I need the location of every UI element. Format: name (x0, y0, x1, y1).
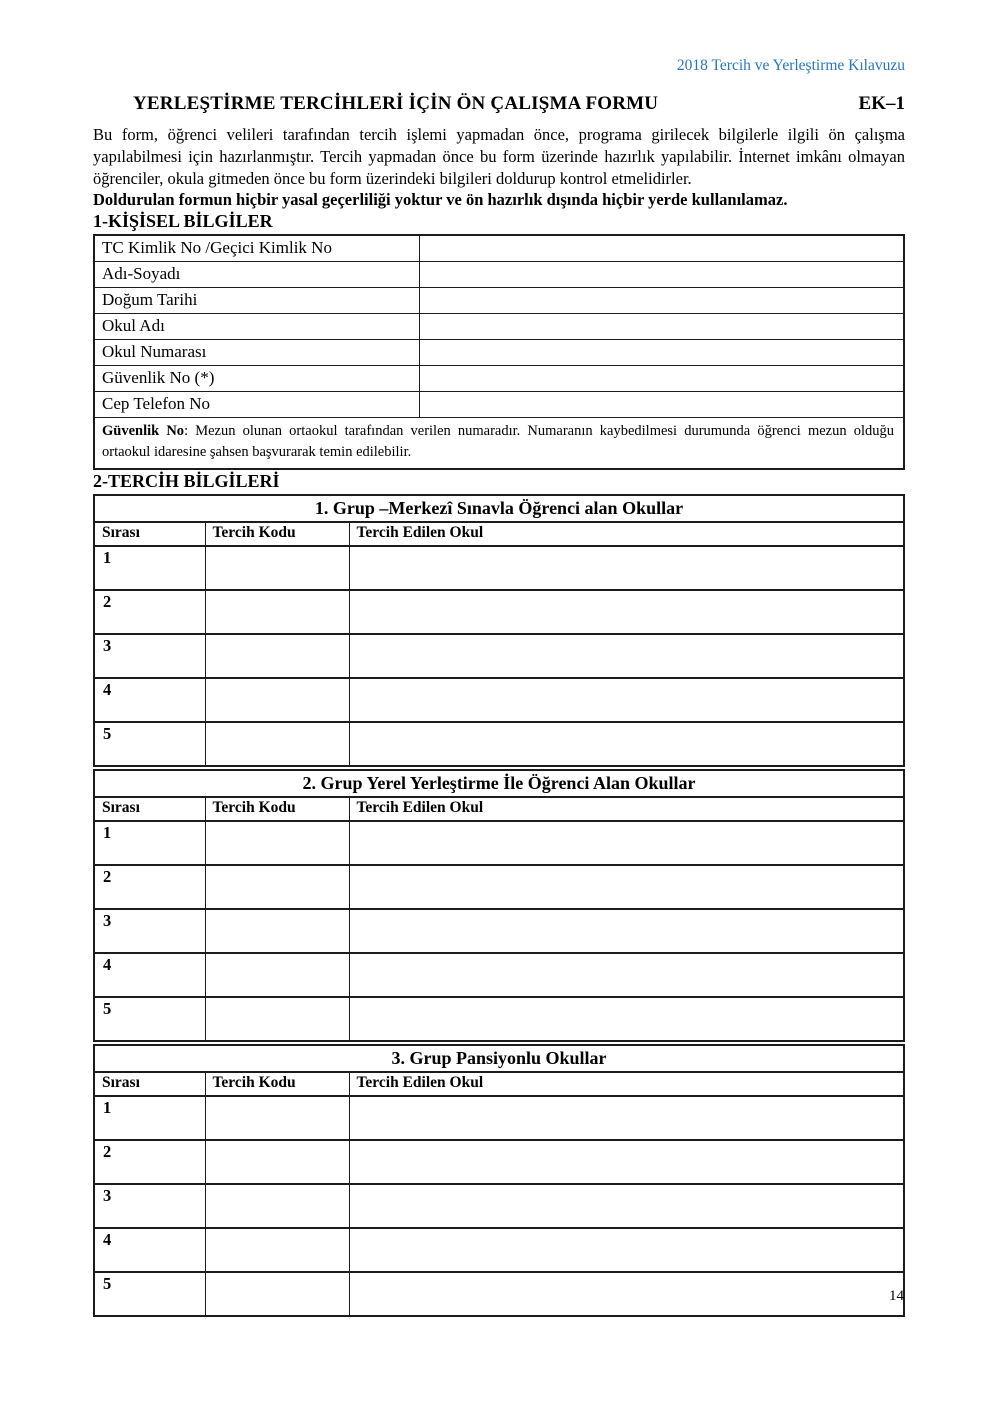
tercih-kodu-cell (205, 1272, 349, 1316)
title-row (93, 92, 905, 115)
tercih-kodu-cell (205, 821, 349, 865)
tercih-edilen-okul-cell (349, 821, 904, 865)
row-order-number: 5 (94, 997, 205, 1041)
tercih-kodu-cell (205, 1228, 349, 1272)
table-row (94, 340, 904, 366)
personal-info-table (93, 234, 905, 470)
table-row (94, 288, 904, 314)
security-number-note (94, 418, 904, 470)
tercih-edilen-okul-cell (349, 1184, 904, 1228)
table-row (94, 1184, 904, 1228)
column-header-sirasi: Sırası (94, 1072, 205, 1096)
field-label: Okul Adı (94, 314, 420, 340)
tercih-edilen-okul-cell (349, 865, 904, 909)
annex-label: EK–1 (858, 93, 905, 114)
field-value-cell (420, 392, 905, 418)
tercih-kodu-cell (205, 1140, 349, 1184)
field-label: Okul Numarası (94, 340, 420, 366)
note-text: : Mezun olunan ortaokul tarafından verilen numaradır. Numaranın kaybedilmesi durumunda öğrenci mezun olduğu ortaokul idaresine şahsen başvurarak temin edilebilir. (102, 423, 895, 461)
field-label: Doğum Tarihi (94, 288, 420, 314)
table-row (94, 235, 904, 262)
tercih-kodu-cell (205, 909, 349, 953)
table-row (94, 1096, 904, 1140)
preference-group-1-table (93, 494, 905, 767)
table-header-row (94, 1072, 904, 1096)
field-value-cell (420, 340, 905, 366)
tercih-kodu-cell (205, 953, 349, 997)
column-header-sirasi: Sırası (94, 522, 205, 546)
table-row (94, 392, 904, 418)
row-order-number: 1 (94, 1096, 205, 1140)
tercih-edilen-okul-cell (349, 634, 904, 678)
field-value-cell (420, 288, 905, 314)
tercih-edilen-okul-cell (349, 909, 904, 953)
tercih-kodu-cell (205, 546, 349, 590)
tercih-edilen-okul-cell (349, 678, 904, 722)
tercih-kodu-cell (205, 722, 349, 766)
group-3-title: 3. Grup Pansiyonlu Okullar (94, 1045, 904, 1072)
tercih-kodu-cell (205, 590, 349, 634)
tercih-kodu-cell (205, 1096, 349, 1140)
field-value-cell (420, 314, 905, 340)
page-number: 14 (889, 1288, 904, 1304)
column-header-tercih-edilen-okul: Tercih Edilen Okul (349, 1072, 904, 1096)
table-row (94, 997, 904, 1041)
table-row (94, 770, 904, 797)
row-order-number: 1 (94, 546, 205, 590)
table-row (94, 366, 904, 392)
row-order-number: 3 (94, 1184, 205, 1228)
row-order-number: 3 (94, 909, 205, 953)
table-row (94, 262, 904, 288)
tercih-edilen-okul-cell (349, 722, 904, 766)
tercih-edilen-okul-cell (349, 590, 904, 634)
field-label: Cep Telefon No (94, 392, 420, 418)
table-header-row (94, 797, 904, 821)
column-header-tercih-kodu: Tercih Kodu (205, 522, 349, 546)
group-1-title: 1. Grup –Merkezî Sınavla Öğrenci alan Okullar (94, 495, 904, 522)
section-heading-preferences: 2-TERCİH BİLGİLERİ (93, 471, 280, 492)
row-order-number: 2 (94, 590, 205, 634)
tercih-edilen-okul-cell (349, 1096, 904, 1140)
tercih-kodu-cell (205, 634, 349, 678)
row-order-number: 2 (94, 1140, 205, 1184)
preference-group-3-table (93, 1044, 905, 1317)
table-row (94, 821, 904, 865)
table-row (94, 1140, 904, 1184)
group-2-title: 2. Grup Yerel Yerleştirme İle Öğrenci Alan Okullar (94, 770, 904, 797)
table-row (94, 865, 904, 909)
table-row (94, 546, 904, 590)
table-row (94, 1272, 904, 1316)
tercih-edilen-okul-cell (349, 953, 904, 997)
row-order-number: 5 (94, 1272, 205, 1316)
row-order-number: 4 (94, 1228, 205, 1272)
column-header-tercih-edilen-okul: Tercih Edilen Okul (349, 797, 904, 821)
tercih-edilen-okul-cell (349, 1140, 904, 1184)
row-order-number: 5 (94, 722, 205, 766)
field-label: Güvenlik No (*) (94, 366, 420, 392)
row-order-number: 2 (94, 865, 205, 909)
tercih-kodu-cell (205, 1184, 349, 1228)
page-title: YERLEŞTİRME TERCİHLERİ İÇİN ÖN ÇALIŞMA FORMU (133, 93, 659, 114)
row-order-number: 4 (94, 953, 205, 997)
table-row (94, 634, 904, 678)
tercih-kodu-cell (205, 865, 349, 909)
table-row (94, 909, 904, 953)
disclaimer-text: Doldurulan formun hiçbir yasal geçerliliği yoktur ve ön hazırlık dışında hiçbir yerde kullanılamaz. (93, 190, 788, 210)
intro-paragraph: Bu form, öğrenci velileri tarafından tercih işlemi yapmadan önce, programa girilecek bilgilerle ilgili ön çalışma yapılabilmesi için hazırlanmıştır. Tercih yapmadan önce bu form üzerinde hazırlık yapılabilir. İnternet imkânı olmayan öğrenciler, okula gitmeden önce bu form üzerindeki bilgileri doldurup kontrol etmelidirler. (93, 125, 905, 188)
column-header-tercih-edilen-okul: Tercih Edilen Okul (349, 522, 904, 546)
field-value-cell (420, 262, 905, 288)
table-row (94, 314, 904, 340)
table-row (94, 590, 904, 634)
table-row (94, 722, 904, 766)
field-value-cell (420, 235, 905, 262)
row-order-number: 1 (94, 821, 205, 865)
table-row (94, 495, 904, 522)
document-edition: 2018 Tercih ve Yerleştirme Kılavuzu (676, 57, 905, 74)
tercih-edilen-okul-cell (349, 997, 904, 1041)
column-header-sirasi: Sırası (94, 797, 205, 821)
column-header-tercih-kodu: Tercih Kodu (205, 1072, 349, 1096)
section-heading-personal: 1-KİŞİSEL BİLGİLER (93, 211, 273, 232)
table-row (94, 418, 904, 470)
tercih-edilen-okul-cell (349, 546, 904, 590)
tercih-edilen-okul-cell (349, 1272, 904, 1316)
table-row (94, 1045, 904, 1072)
table-row (94, 678, 904, 722)
field-label: TC Kimlik No /Geçici Kimlik No (94, 235, 420, 262)
column-header-tercih-kodu: Tercih Kodu (205, 797, 349, 821)
tercih-edilen-okul-cell (349, 1228, 904, 1272)
field-value-cell (420, 366, 905, 392)
tercih-kodu-cell (205, 997, 349, 1041)
note-label: Güvenlik No (102, 423, 185, 440)
preference-group-2-table (93, 769, 905, 1042)
table-row (94, 1228, 904, 1272)
table-row (94, 953, 904, 997)
tercih-kodu-cell (205, 678, 349, 722)
row-order-number: 3 (94, 634, 205, 678)
table-header-row (94, 522, 904, 546)
field-label: Adı-Soyadı (94, 262, 420, 288)
row-order-number: 4 (94, 678, 205, 722)
